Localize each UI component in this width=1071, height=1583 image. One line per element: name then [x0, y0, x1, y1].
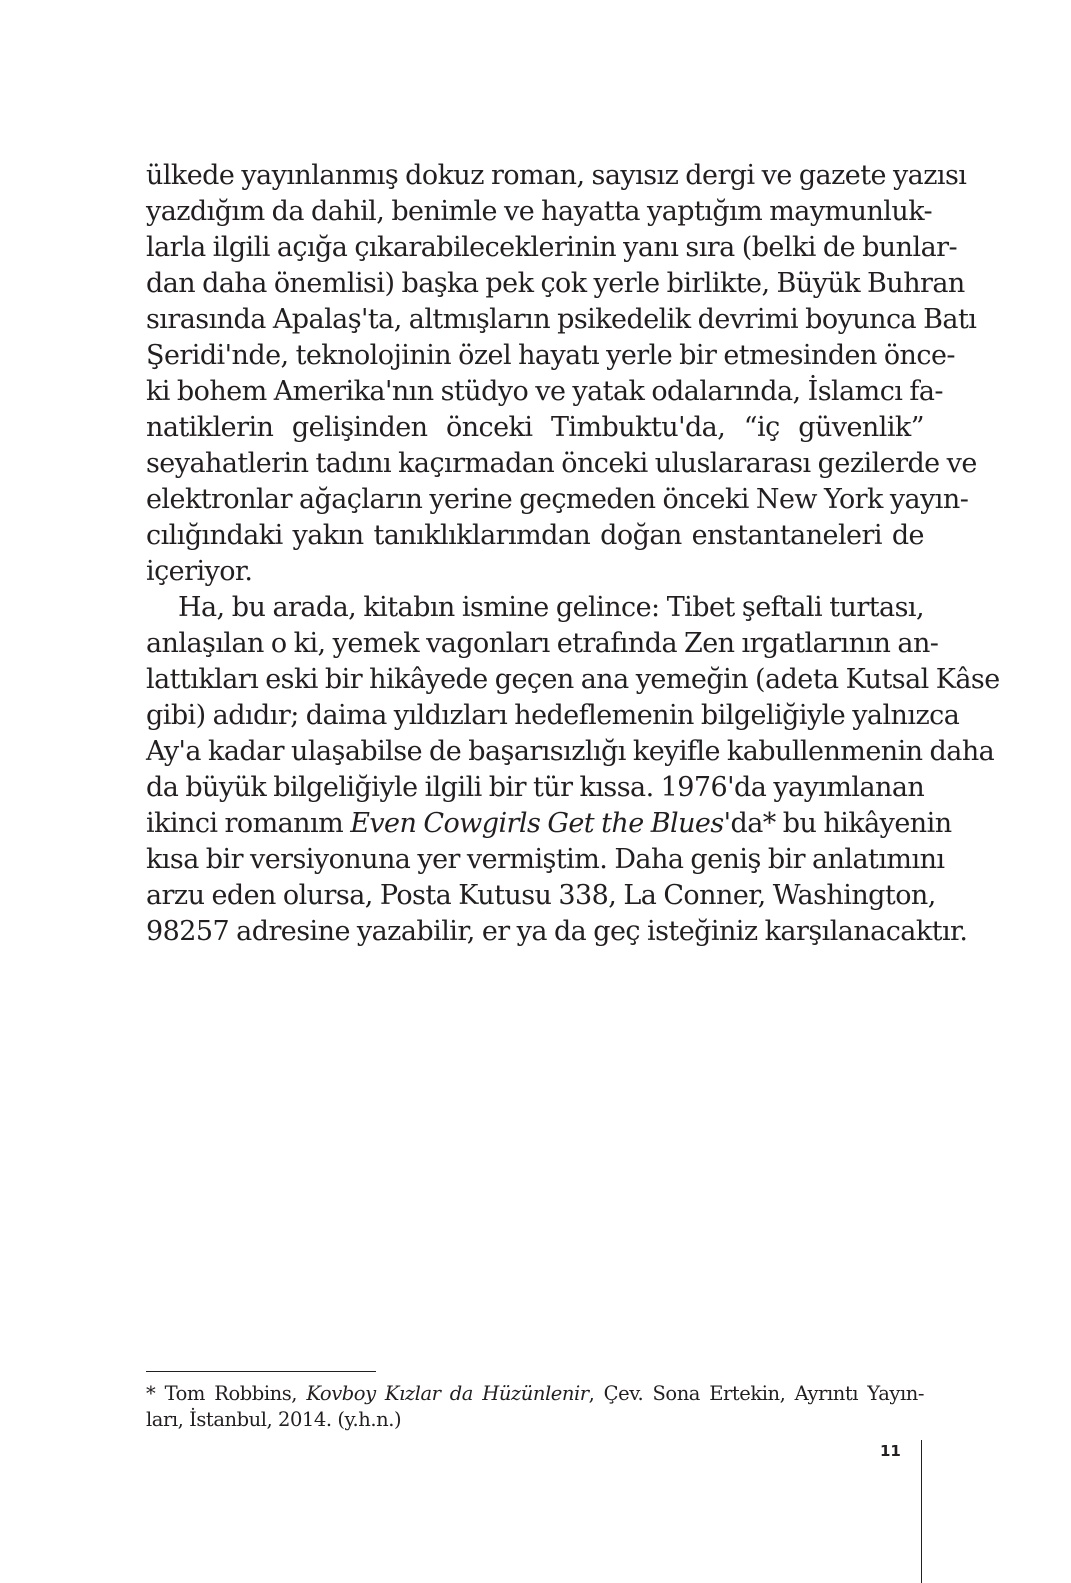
- text-line: 98257 adresine yazabilir, er ya da geç isteğiniz karşılanacaktır.: [146, 916, 968, 947]
- text-line: gibi) adıdır; daima yıldızları hedeflemenin bilgeliğiyle yalnızca: [146, 700, 960, 731]
- text-line: yazdığım da dahil, benimle ve hayatta yaptığım maymunluk-: [146, 196, 933, 227]
- book-title-italic: Even Cowgirls Get the Blues: [350, 808, 724, 839]
- text-line: ülkede yayınlanmış dokuz roman, sayısız dergi ve gazete yazısı: [146, 160, 967, 191]
- footnote-divider: [146, 1371, 376, 1372]
- footnote-prefix: * Tom Robbins,: [146, 1382, 307, 1405]
- text-line: da büyük bilgeliğiyle ilgili bir tür kıssa. 1976'da yayımlanan: [146, 772, 925, 803]
- text-line: kısa bir versiyonuna yer vermiştim. Daha geniş bir anlatımını: [146, 844, 945, 875]
- text-line: seyahatlerin tadını kaçırmadan önceki uluslararası gezilerde ve: [146, 448, 977, 479]
- body-text: [146, 158, 1000, 950]
- text-line: içeriyor.: [146, 556, 253, 587]
- footnote-title-italic: Kovboy Kızlar da Hüzünlenir: [306, 1382, 589, 1405]
- footnote-line: ları, İstanbul, 2014. (y.h.n.): [146, 1408, 402, 1431]
- text-line: cılığındaki yakın tanıklıklarımdan doğan enstantaneleri de: [146, 520, 924, 551]
- text-line: natiklerin gelişinden önceki Timbuktu'da, “iç güvenlik”: [146, 412, 924, 443]
- footnote-line: [146, 1381, 924, 1407]
- text-line: dan daha önemlisi) başka pek çok yerle birlikte, Büyük Buhran: [146, 268, 965, 299]
- text-line: sırasında Apalaş'ta, altmışların psikedelik devrimi boyunca Batı: [146, 304, 977, 335]
- text-line: lattıkları eski bir hikâyede geçen ana yemeğin (adeta Kutsal Kâse: [146, 664, 1000, 695]
- text-line: Ay'a kadar ulaşabilse de başarısızlığı keyifle kabullenmenin daha: [146, 736, 995, 767]
- text-segment: ikinci romanım: [146, 808, 351, 839]
- paragraph-start-line: Ha, bu arada, kitabın ismine gelince: Tibet şeftali turtası,: [178, 592, 924, 623]
- text-segment: 'da* bu hikâyenin: [723, 808, 952, 839]
- footnote-text: , Çev. Sona Ertekin, Ayrıntı Yayın-: [588, 1382, 924, 1405]
- text-line: elektronlar ağaçların yerine geçmeden önceki New York yayın-: [146, 484, 969, 515]
- text-line: ki bohem Amerika'nın stüdyo ve yatak odalarında, İslamcı fa-: [146, 376, 943, 407]
- margin-rule: [921, 1440, 922, 1583]
- text-line-with-title: [146, 806, 952, 842]
- text-line: Şeridi'nde, teknolojinin özel hayatı yerle bir etmesinden önce-: [146, 340, 955, 371]
- text-line: anlaşılan o ki, yemek vagonları etrafında Zen ırgatlarının an-: [146, 628, 939, 659]
- footnote: [146, 1381, 924, 1433]
- page-number: 11: [880, 1442, 901, 1460]
- text-line: arzu eden olursa, Posta Kutusu 338, La Conner, Washington,: [146, 880, 936, 911]
- text-line: larla ilgili açığa çıkarabileceklerinin yanı sıra (belki de bunlar-: [146, 232, 958, 263]
